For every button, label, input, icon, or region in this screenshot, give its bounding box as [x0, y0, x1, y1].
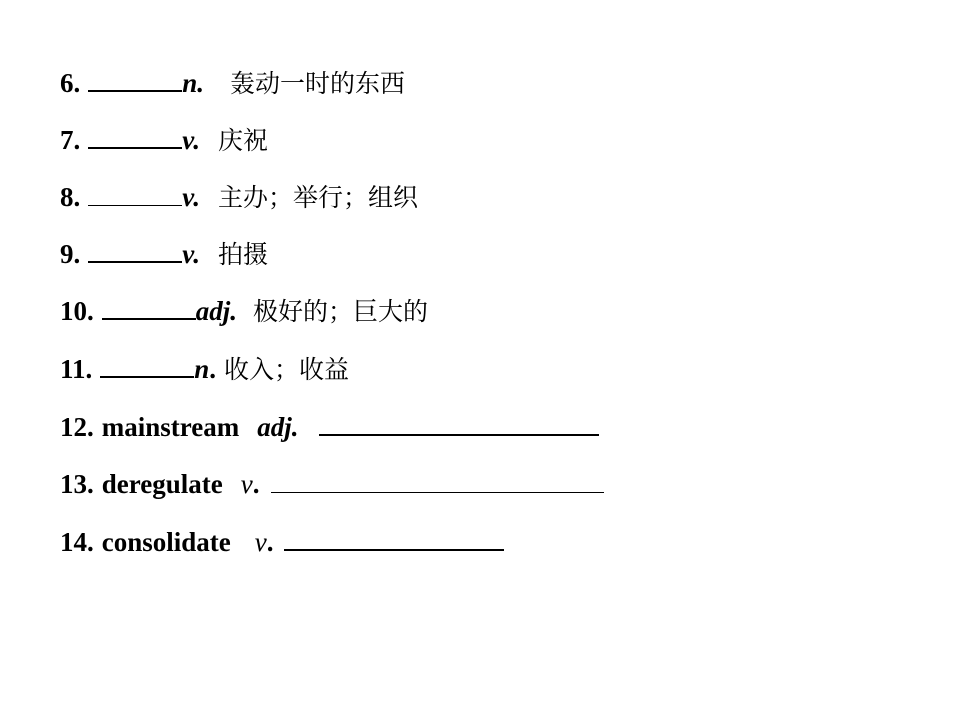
- chinese-meaning: 拍摄: [217, 240, 268, 269]
- part-of-speech: adj.: [195, 296, 238, 326]
- answer-blank[interactable]: [100, 375, 194, 378]
- pos-period: .: [252, 469, 260, 499]
- chinese-meaning: 庆祝: [217, 126, 268, 155]
- item-number: 12.: [60, 412, 94, 442]
- item-number: 10.: [60, 296, 94, 326]
- pos-period: .: [266, 527, 274, 557]
- item-number: 13.: [60, 469, 94, 499]
- part-of-speech: n.: [182, 68, 205, 98]
- answer-blank[interactable]: [319, 433, 599, 436]
- answer-blank[interactable]: [88, 204, 182, 206]
- answer-blank[interactable]: [284, 548, 504, 551]
- vocab-item-6: [60, 66, 405, 100]
- vocab-item-11: [60, 352, 349, 386]
- item-number: 11.: [60, 354, 93, 384]
- vocab-item-13: [60, 467, 604, 501]
- item-number: 6.: [60, 68, 81, 98]
- answer-blank[interactable]: [88, 89, 182, 92]
- part-of-speech: v.: [182, 239, 200, 269]
- item-number: 14.: [60, 527, 94, 557]
- chinese-meaning: 极好的；巨大的: [253, 297, 429, 326]
- english-word: mainstream: [101, 412, 240, 442]
- vocab-item-9: [60, 237, 268, 271]
- part-of-speech: v.: [182, 125, 200, 155]
- answer-blank[interactable]: [88, 260, 182, 263]
- chinese-meaning: 收入；收益: [224, 355, 350, 384]
- part-of-speech: n: [194, 354, 210, 384]
- answer-blank[interactable]: [88, 146, 182, 149]
- part-of-speech: adj.: [257, 412, 299, 442]
- chinese-meaning: 主办；举行；组织: [217, 183, 418, 212]
- vocab-item-12: [60, 410, 599, 444]
- vocab-item-14: [60, 525, 504, 559]
- vocab-item-8: [60, 180, 418, 214]
- answer-blank[interactable]: [102, 317, 196, 320]
- item-number: 7.: [60, 125, 81, 155]
- english-word: consolidate: [101, 527, 231, 557]
- part-of-speech: v.: [182, 182, 200, 212]
- item-number: 9.: [60, 239, 81, 269]
- part-of-speech: v: [240, 469, 253, 499]
- pos-period: .: [209, 354, 217, 384]
- vocab-item-7: [60, 123, 268, 157]
- english-word: deregulate: [101, 469, 223, 499]
- vocab-item-10: [60, 294, 428, 328]
- part-of-speech: v: [254, 527, 267, 557]
- item-number: 8.: [60, 182, 81, 212]
- answer-blank[interactable]: [271, 491, 604, 493]
- chinese-meaning: 轰动一时的东西: [230, 69, 406, 98]
